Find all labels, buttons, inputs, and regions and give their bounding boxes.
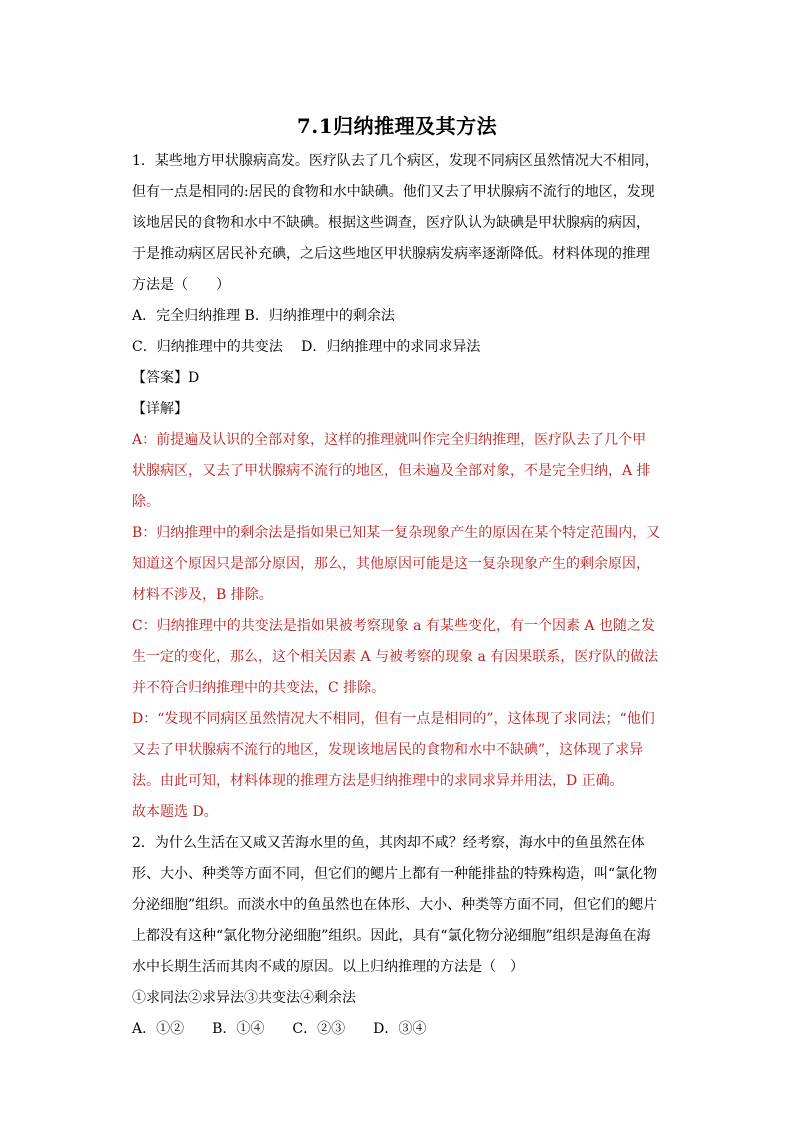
q2-stem-line: 形、大小、种类等方面不同，但它们的鳃片上都有一种能排盐的特殊构造，叫“氯化物	[132, 866, 658, 882]
q1-stem-line: 该地居民的食物和水中不缺碘。根据这些调查，医疗队认为缺碘是甲状腺病的病因，	[132, 215, 650, 231]
q1-explanation-line: B：归纳推理中的剩余法是指如果已知某一复杂现象产生的原因在某个特定范围内，又	[132, 525, 661, 541]
q1-conclusion: 故本题选 D。	[132, 804, 218, 820]
q2-options: A．①② B．①④ C．②③ D．③④	[132, 1021, 427, 1037]
q1-explanation-line: 材料不涉及，B 排除。	[132, 587, 273, 603]
q1-explanation-line: A：前提遍及认识的全部对象，这样的推理就叫作完全归纳推理，医疗队去了几个甲	[132, 432, 647, 448]
q1-explanation-line: 法。由此可知，材料体现的推理方法是归纳推理中的求同求异并用法，D 正确。	[132, 773, 624, 789]
q1-stem-line: 于是推动病区居民补充碘，之后这些地区甲状腺病发病率逐渐降低。材料体现的推理	[132, 246, 650, 262]
q1-stem-line: 但有一点是相同的:居民的食物和水中缺碘。他们又去了甲状腺病不流行的地区，发现	[132, 184, 655, 200]
page-title: 7.1归纳推理及其方法	[296, 114, 498, 138]
document-body	[132, 146, 662, 1045]
q1-explanation-line: 除。	[132, 494, 160, 510]
q1-stem-line: 1．某些地方甲状腺病高发。医疗队去了几个病区，发现不同病区虽然情况大不相同，	[132, 153, 659, 169]
q1-explanation-line: C：归纳推理中的共变法是指如果被考察现象 a 有某些变化，有一个因素 A 也随之发	[132, 618, 655, 634]
q1-explanation-line: 生一定的变化，那么，这个相关因素 A 与被考察的现象 a 有因果联系，医疗队的做法	[132, 649, 659, 665]
q2-stem-line: 2．为什么生活在又咸又苦海水里的鱼，其肉却不咸？经考察，海水中的鱼虽然在体	[132, 835, 645, 851]
q1-option-line: A．完全归纳推理 B．归纳推理中的剩余法	[132, 308, 395, 324]
q1-explanation-line: 知道这个原因只是部分原因，那么，其他原因可能是这一复杂现象产生的剩余原因，	[132, 556, 650, 572]
q1-explanation-line: D：“发现不同病区虽然情况大不相同，但有一点是相同的”，这体现了求同法；“他们	[132, 711, 655, 727]
q1-option-line: C．归纳推理中的共变法 D．归纳推理中的求同求异法	[132, 339, 481, 355]
q2-stem-line: 分泌细胞”组织。而淡水中的鱼虽然也在体形、大小、种类等方面不同，但它们的鳃片	[132, 897, 658, 913]
q2-choices: ①求同法②求异法③共变法④剩余法	[132, 990, 356, 1006]
q1-explanation-line: 又去了甲状腺病不流行的地区，发现该地居民的食物和水中不缺碘”，这体现了求异	[132, 742, 644, 758]
q2-stem-line: 水中长期生活而其肉不咸的原因。以上归纳推理的方法是（ ）	[132, 959, 524, 975]
q2-stem-line: 上都没有这种“氯化物分泌细胞”组织。因此，具有“氯化物分泌细胞”组织是海鱼在海	[132, 928, 651, 944]
q1-answer: 【答案】D	[132, 370, 200, 386]
q1-detail-label: 【详解】	[132, 401, 188, 417]
q1-explanation-line: 并不符合归纳推理中的共变法，C 排除。	[132, 680, 386, 696]
q1-stem-line: 方法是（ ）	[132, 277, 230, 293]
q1-explanation-line: 状腺病区，又去了甲状腺病不流行的地区，但未遍及全部对象，不是完全归纳，A 排	[132, 463, 651, 479]
